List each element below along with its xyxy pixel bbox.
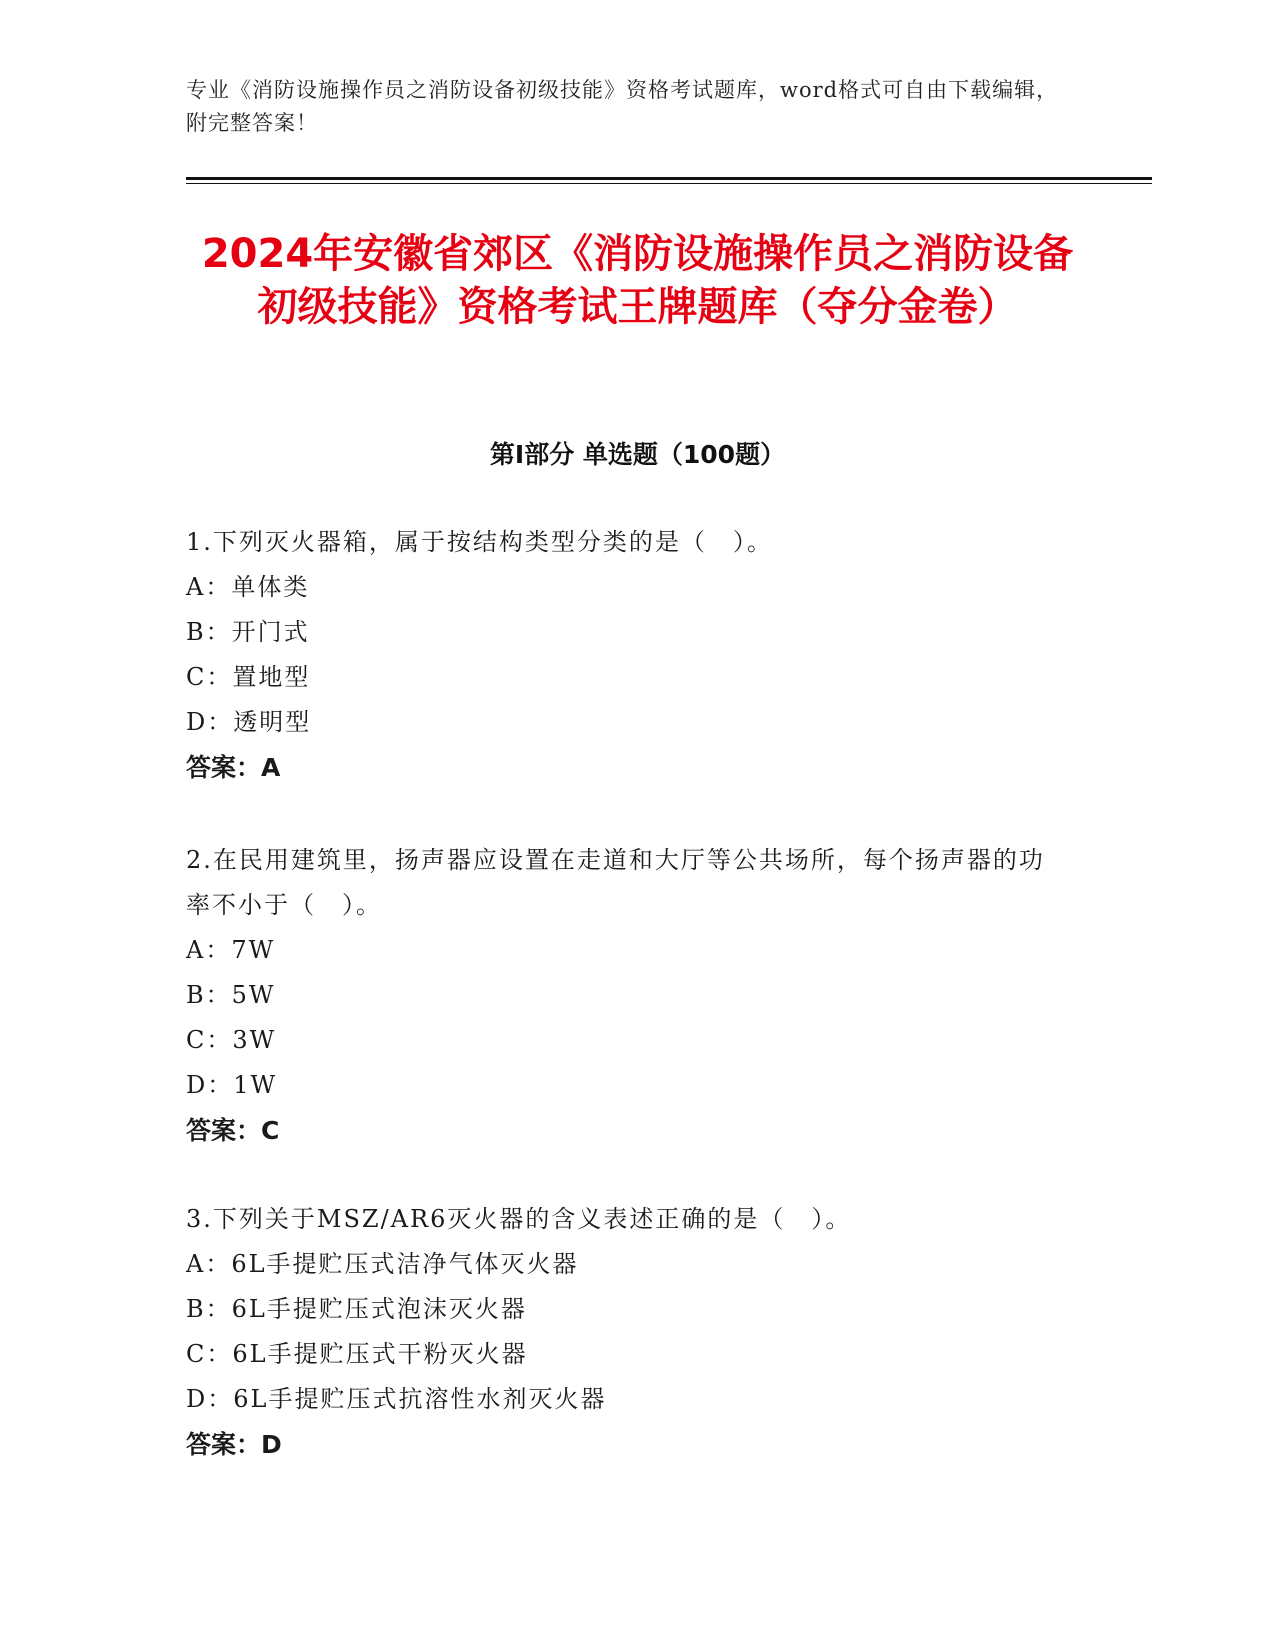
answer: 答案：D [186, 1430, 282, 1459]
option-b: B：5W [186, 981, 276, 1009]
option-a: A：7W [186, 936, 276, 964]
document-title: 2024年安徽省郊区《消防设施操作员之消防设备初级技能》资格考试王牌题库（夺分金卷） [201, 231, 1074, 330]
question-1 [186, 520, 1066, 790]
question-stem: 2.在民用建筑里，扬声器应设置在走道和大厅等公共场所，每个扬声器的功率不小于（ ）。 [186, 846, 1045, 919]
option-a: A：单体类 [186, 573, 310, 601]
option-c: C：6L手提贮压式干粉灭火器 [186, 1340, 528, 1368]
answer: 答案：C [186, 1116, 280, 1145]
option-c: C：3W [186, 1026, 277, 1054]
header-rule-thin [186, 183, 1152, 184]
header-note: 专业《消防设施操作员之消防设备初级技能》资格考试题库，word格式可自由下载编辑，附完整答案！ [186, 78, 1059, 135]
option-a: A：6L手提贮压式洁净气体灭火器 [186, 1250, 579, 1278]
option-b: B：开门式 [186, 618, 310, 646]
question-stem: 1.下列灭火器箱，属于按结构类型分类的是（ ）。 [186, 528, 773, 556]
section-heading: 第I部分 单选题（100题） [489, 440, 786, 469]
question-3 [186, 1197, 1066, 1467]
option-d: D：1W [186, 1071, 278, 1099]
question-stem: 3.下列关于MSZ/AR6灭火器的含义表述正确的是（ ）。 [186, 1205, 852, 1233]
option-b: B：6L手提贮压式泡沫灭火器 [186, 1295, 527, 1323]
option-d: D：6L手提贮压式抗溶性水剂灭火器 [186, 1385, 607, 1413]
answer: 答案：A [186, 753, 281, 782]
option-d: D：透明型 [186, 708, 312, 736]
option-c: C：置地型 [186, 663, 311, 691]
question-2 [186, 838, 1066, 1153]
header-rule-thick [186, 177, 1152, 180]
